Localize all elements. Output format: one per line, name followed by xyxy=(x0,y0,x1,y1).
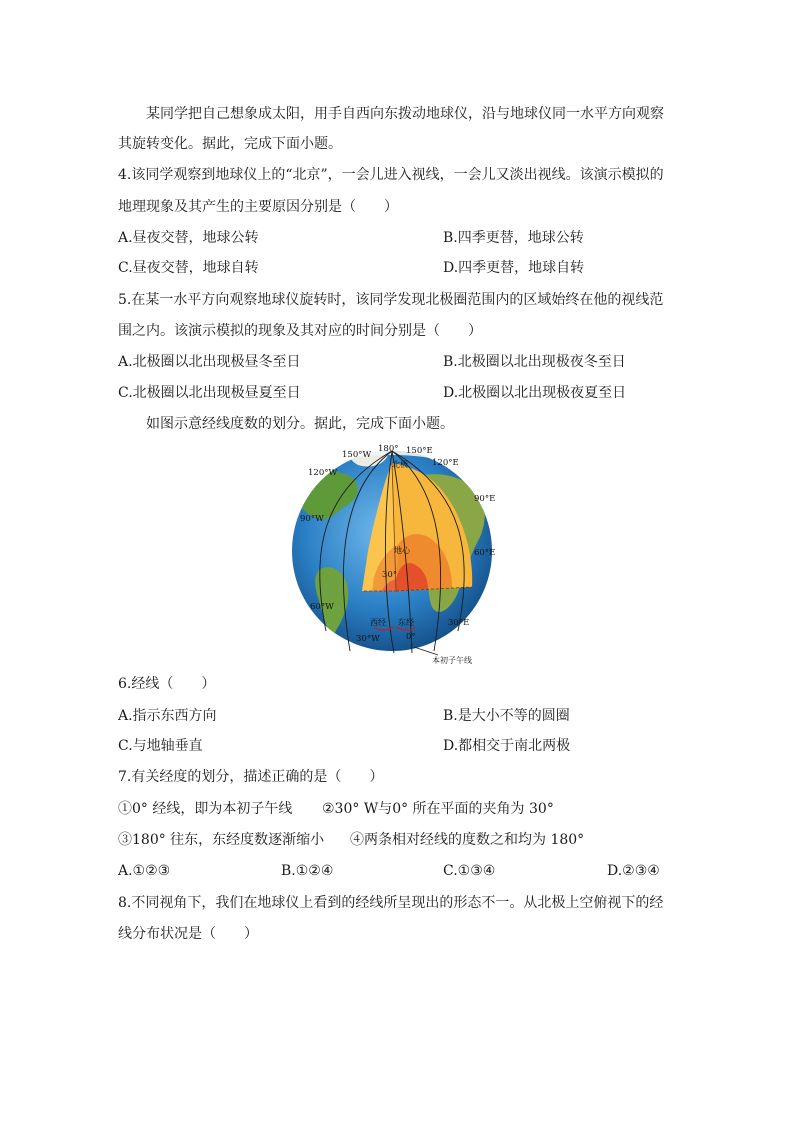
q4-option-d: D.四季更替，地球自转 xyxy=(443,260,585,276)
label-150e: 150°E xyxy=(406,446,433,456)
label-0: 0° xyxy=(406,632,416,642)
q5-option-c: C.北极圈以北出现极昼夏至日 xyxy=(118,385,301,401)
q5-option-a: A.北极圈以北出现极昼冬至日 xyxy=(118,354,301,370)
longitude-globe-figure xyxy=(292,441,496,666)
label-90e: 90°E xyxy=(474,494,496,504)
q7-statement-4: ④两条相对经线的度数之和均为 180° xyxy=(350,832,585,848)
q6-option-d: D.都相交于南北两极 xyxy=(443,738,571,754)
label-150w: 150°W xyxy=(342,450,372,460)
q5-stem-line-1: 5.在某一水平方向观察地球仪旋转时，该同学发现北极圈范围内的区域始终在他的视线范 xyxy=(118,292,664,308)
q7-stem: 7.有关经度的划分，描述正确的是（ ） xyxy=(118,769,384,785)
q6-stem: 6.经线（ ） xyxy=(118,676,216,692)
q7-statement-1: ①0° 经线，即为本初子午线 xyxy=(118,801,293,817)
label-180: 180° xyxy=(378,444,399,454)
label-120e: 120°E xyxy=(432,458,459,468)
q7-option-a: A.①②③ xyxy=(118,863,171,879)
label-60w: 60°W xyxy=(310,602,334,612)
label-30w: 30°W xyxy=(356,634,380,644)
intro2-line: 如图示意经线度数的划分。据此，完成下面小题。 xyxy=(146,416,454,432)
q8-stem-line-1: 8.不同视角下，我们在地球仪上看到的经线所呈现出的形态不一。从北极上空俯视下的经 xyxy=(118,895,664,911)
q5-option-b: B.北极圈以北出现极夜冬至日 xyxy=(443,354,626,370)
label-120w: 120°W xyxy=(308,468,338,478)
globe-svg xyxy=(292,441,496,666)
label-30-angle: 30° xyxy=(382,570,398,580)
q7-statement-3: ③180° 往东，东经度数逐渐缩小 xyxy=(118,832,325,848)
q4-stem-line-1: 4.该同学观察到地球仪上的“北京”，一会儿进入视线，一会儿又淡出视线。该演示模拟的 xyxy=(118,167,664,183)
q7-option-c: C.①③④ xyxy=(443,863,496,879)
label-90w: 90°W xyxy=(300,514,324,524)
label-north-pole: 北极 xyxy=(392,460,408,469)
q5-option-d: D.北极圈以北出现极夜夏至日 xyxy=(443,385,627,401)
q4-option-c: C.昼夜交替，地球自转 xyxy=(118,260,259,276)
q6-option-c: C.与地轴垂直 xyxy=(118,738,203,754)
label-earth-center: 地心 xyxy=(394,546,410,555)
label-west-longitude: 西经 xyxy=(370,618,386,627)
q7-option-d: D.②③④ xyxy=(607,863,660,879)
label-east-longitude: 东经 xyxy=(398,618,414,627)
label-prime-meridian: 本初子午线 xyxy=(432,656,472,665)
q4-stem-line-2: 地理现象及其产生的主要原因分别是（ ） xyxy=(118,199,398,215)
q7-option-b: B.①②④ xyxy=(281,863,334,879)
q7-statement-2: ②30° W与0° 所在平面的夹角为 30° xyxy=(322,801,554,817)
label-60e: 60°E xyxy=(474,548,496,558)
q6-option-a: A.指示东西方向 xyxy=(118,708,217,724)
intro-line-2: 其旋转变化。据此，完成下面小题。 xyxy=(118,136,342,152)
q8-stem-line-2: 线分布状况是（ ） xyxy=(118,926,258,942)
q5-stem-line-2: 围之内。该演示模拟的现象及其对应的时间分别是（ ） xyxy=(118,323,482,339)
label-30e: 30°E xyxy=(448,618,470,628)
q6-option-b: B.是大小不等的圆圈 xyxy=(443,708,570,724)
q4-option-a: A.昼夜交替，地球公转 xyxy=(118,230,259,246)
intro-line-1: 某同学把自己想象成太阳，用手自西向东拨动地球仪，沿与地球仪同一水平方向观察 xyxy=(146,106,664,122)
q4-option-b: B.四季更替，地球公转 xyxy=(443,230,584,246)
